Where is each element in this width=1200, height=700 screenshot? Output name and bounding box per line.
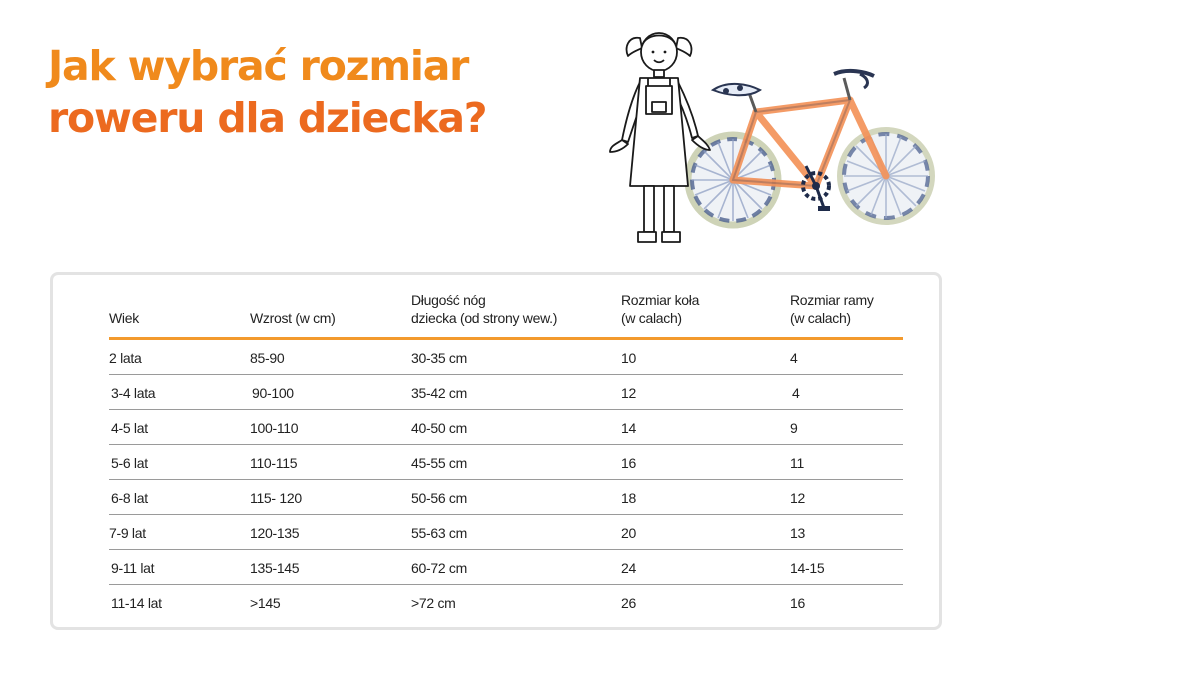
header-wheel-size: Rozmiar koła (w calach)	[621, 292, 700, 326]
table-row	[109, 375, 903, 410]
cell-height: 110-115	[250, 455, 298, 471]
cell-frame-size: 11	[790, 455, 804, 471]
title-line-2: roweru dla dziecka?	[48, 94, 487, 142]
cell-height: 90-100	[252, 385, 294, 401]
table-body	[109, 340, 903, 620]
title-line-1: Jak wybrać rozmiar	[48, 42, 469, 90]
cell-leg-length: 35-42 cm	[411, 385, 467, 401]
girl-icon	[610, 33, 710, 242]
page-title	[48, 40, 486, 144]
illustration-svg	[598, 28, 948, 260]
cell-height: 85-90	[250, 350, 285, 366]
table-row	[109, 445, 903, 480]
cell-frame-size: 12	[790, 490, 805, 506]
cell-leg-length: 30-35 cm	[411, 350, 467, 366]
child-with-bicycle-illustration	[598, 28, 948, 260]
cell-age: 3-4 lata	[111, 385, 156, 401]
cell-wheel-size: 20	[621, 525, 636, 541]
header-age: Wiek	[109, 310, 139, 326]
cell-wheel-size: 14	[621, 420, 636, 436]
cell-leg-length: 45-55 cm	[411, 455, 467, 471]
cell-wheel-size: 26	[621, 595, 636, 611]
header-leg-length: Długość nóg dziecka (od strony wew.)	[411, 292, 558, 326]
cell-height: >145	[250, 595, 281, 611]
table-row	[109, 515, 903, 550]
cell-leg-length: 50-56 cm	[411, 490, 467, 506]
cell-frame-size: 14-15	[790, 560, 825, 576]
table-row	[109, 340, 903, 375]
cell-age: 2 lata	[109, 350, 142, 366]
table-row	[109, 550, 903, 585]
bike-size-table	[50, 272, 942, 630]
bicycle-icon	[688, 71, 932, 225]
cell-age: 5-6 lat	[111, 455, 148, 471]
cell-height: 120-135	[250, 525, 300, 541]
cell-leg-length: 40-50 cm	[411, 420, 467, 436]
cell-age: 6-8 lat	[111, 490, 148, 506]
table-header	[109, 289, 903, 340]
cell-frame-size: 13	[790, 525, 805, 541]
cell-wheel-size: 24	[621, 560, 636, 576]
cell-wheel-size: 18	[621, 490, 636, 506]
cell-age: 9-11 lat	[111, 560, 155, 576]
cell-frame-size: 4	[790, 350, 798, 366]
cell-wheel-size: 16	[621, 455, 636, 471]
header-height: Wzrost (w cm)	[250, 310, 336, 326]
table-row	[109, 410, 903, 445]
cell-wheel-size: 12	[621, 385, 636, 401]
cell-frame-size: 9	[790, 420, 798, 436]
cell-height: 115- 120	[250, 490, 302, 506]
cell-leg-length: 55-63 cm	[411, 525, 467, 541]
cell-height: 135-145	[250, 560, 300, 576]
cell-wheel-size: 10	[621, 350, 636, 366]
cell-leg-length: >72 cm	[411, 595, 456, 611]
cell-leg-length: 60-72 cm	[411, 560, 467, 576]
cell-age: 7-9 lat	[109, 525, 146, 541]
cell-frame-size: 16	[790, 595, 805, 611]
cell-height: 100-110	[250, 420, 299, 436]
cell-age: 11-14 lat	[111, 595, 162, 611]
table-row	[109, 585, 903, 620]
header-frame-size: Rozmiar ramy (w calach)	[790, 292, 874, 326]
cell-age: 4-5 lat	[111, 420, 148, 436]
cell-frame-size: 4	[792, 385, 800, 401]
table-row	[109, 480, 903, 515]
